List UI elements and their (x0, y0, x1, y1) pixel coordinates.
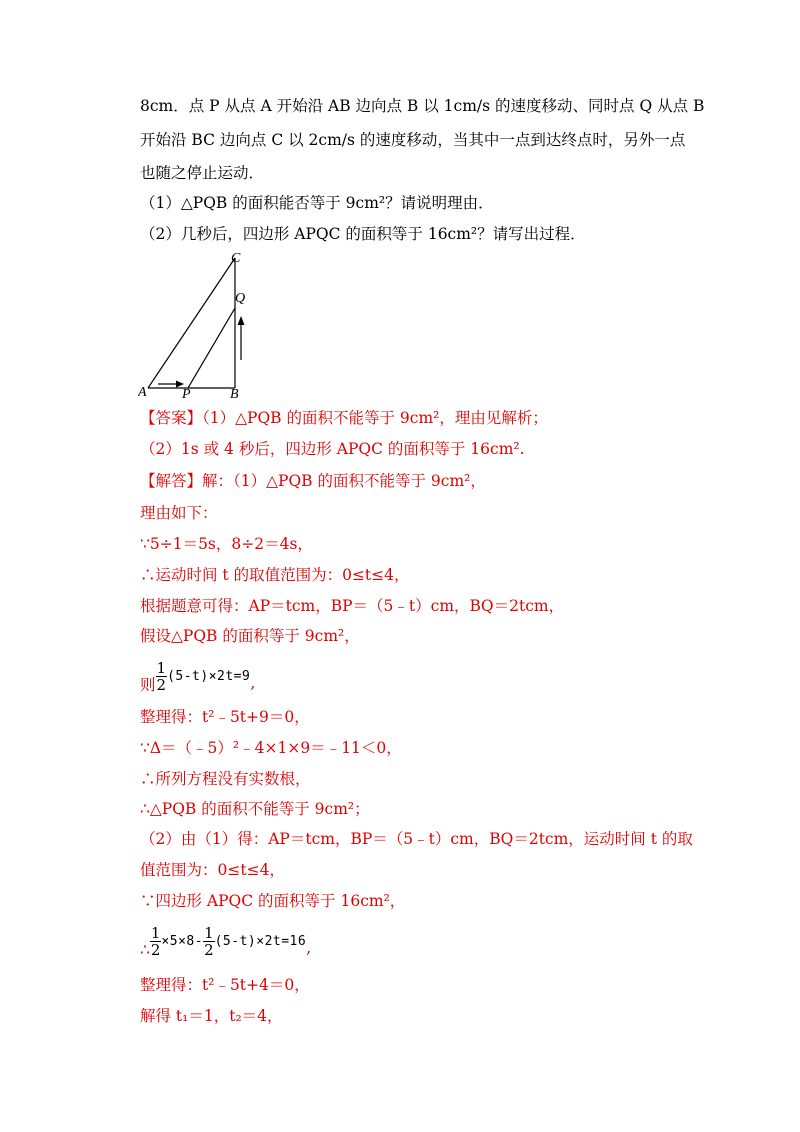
equation-1-suffix: , (250, 674, 256, 692)
problem-line-2: 开始沿 BC 边向点 C 以 2cm/s 的速度移动，当其中一点到达终点时，另外一点 (140, 131, 686, 149)
label-b: B (230, 387, 239, 402)
segment-pq (188, 308, 235, 388)
solution-line-1: 【解答】解：（1）△PQB 的面积不能等于 9cm²， (140, 472, 486, 490)
question-1: （1）△PQB 的面积能否等于 9cm²？请说明理由． (140, 194, 494, 212)
equation-1-prefix: 则 (140, 676, 156, 694)
solution-line-13: ∵四边形 APQC 的面积等于 16cm²， (140, 892, 406, 910)
label-q: Q (235, 291, 246, 306)
answer-line-2: （2）1s 或 4 秒后，四边形 APQC 的面积等于 16cm². (140, 440, 525, 458)
equation-2-prefix: ∴ (140, 941, 150, 959)
triangle-figure (138, 248, 258, 404)
arrowhead-up-icon (238, 316, 245, 325)
equation-2-numerator-1: 1 (150, 923, 161, 942)
answer-line-1: 【答案】（1）△PQB 的面积不能等于 9cm²，理由见解析； (140, 409, 548, 427)
label-a: A (138, 385, 147, 400)
equation-2-body: (5-t)×2t=16 (214, 934, 307, 949)
equation-2-fraction-2 (203, 925, 215, 958)
solution-line-5: 根据题意可得：AP＝tcm，BP＝（5﹣t）cm，BQ＝2tcm， (140, 597, 565, 615)
equation-1-fraction (156, 660, 168, 693)
equation-2-fraction-1 (150, 925, 162, 958)
solution-line-12: 值范围为：0≤t≤4， (140, 861, 285, 879)
solution-line-11: （2）由（1）得：AP＝tcm，BP＝（5﹣t）cm，BQ＝2tcm，运动时间 t 的取 (140, 830, 693, 848)
solution-line-8: ∵Δ＝（﹣5）²﹣4×1×9＝﹣11＜0， (140, 739, 402, 757)
solution-line-10: ∴△PQB 的面积不能等于 9cm²； (140, 800, 370, 818)
equation-2 (140, 920, 311, 960)
solution-line-2: 理由如下： (140, 504, 218, 522)
solution-line-3: ∵5÷1＝5s，8÷2＝4s， (140, 535, 313, 553)
solution-line-7: 整理得：t²﹣5t+9＝0， (140, 708, 310, 726)
solution-line-15: 解得 t₁＝1，t₂＝4， (140, 1007, 283, 1025)
equation-2-denominator-2: 2 (204, 940, 214, 959)
equation-1-numerator: 1 (156, 658, 167, 677)
equation-1-denominator: 2 (156, 675, 167, 694)
question-2: （2）几秒后，四边形 APQC 的面积等于 16cm²？请写出过程． (140, 225, 586, 243)
segment-ac (148, 258, 235, 388)
label-p: P (182, 387, 191, 402)
problem-line-1: 8cm．点 P 从点 A 开始沿 AB 边向点 B 以 1cm/s 的速度移动、同时点 Q 从点 B (140, 97, 705, 115)
solution-line-9: ∴所列方程没有实数根， (140, 770, 311, 788)
problem-line-3: 也随之停止运动． (140, 164, 265, 182)
equation-1-body: (5-t)×2t=9 (167, 669, 251, 684)
equation-2-suffix: , (306, 939, 312, 957)
label-c: C (231, 251, 241, 266)
equation-2-denominator-1: 2 (150, 940, 161, 959)
solution-line-6: 假设△PQB 的面积等于 9cm²， (140, 627, 360, 645)
equation-2-numerator-2: 1 (204, 923, 214, 942)
solution-line-14: 整理得：t²﹣5t+4＝0， (140, 976, 310, 994)
equation-2-middle: ×5×8- (161, 934, 204, 949)
equation-1 (140, 655, 255, 695)
solution-line-4: ∴运动时间 t 的取值范围为：0≤t≤4， (140, 566, 410, 584)
